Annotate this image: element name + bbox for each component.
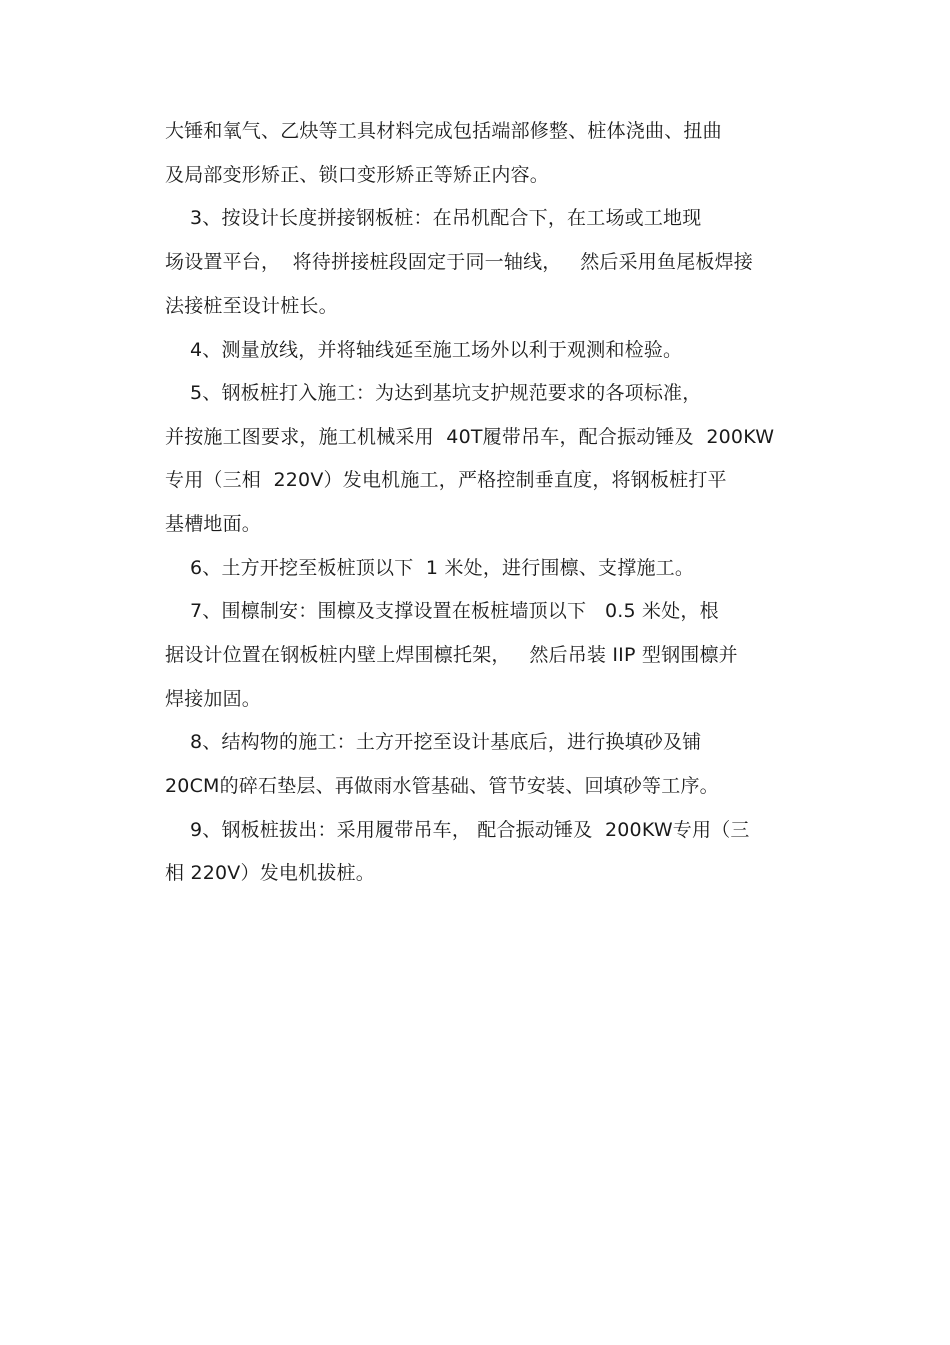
text-line: 8、结构物的施工：土方开挖至设计基底后，进行换填砂及铺 — [165, 731, 702, 753]
text-line: 据设计位置在钢板桩内壁上焊围檩托架， 然后吊装 IIP 型钢围檩并 — [165, 644, 738, 666]
text-line: 5、钢板桩打入施工：为达到基坑支护规范要求的各项标准， — [165, 382, 702, 404]
text-line: 场设置平台， 将待拼接桩段固定于同一轴线， 然后采用鱼尾板焊接 — [165, 251, 753, 273]
text-line: 7、围檩制安：围檩及支撑设置在板桩墙顶以下 0.5 米处，根 — [165, 600, 719, 622]
text-line: 20CM的碎石垫层、再做雨水管基础、管节安装、回填砂等工序。 — [165, 775, 719, 797]
text-line: 专用（三相 220V）发电机施工，严格控制垂直度，将钢板桩打平 — [165, 469, 727, 491]
text-line: 相 220V）发电机拔桩。 — [165, 862, 375, 884]
text-line: 6、土方开挖至板桩顶以下 1 米处，进行围檩、支撑施工。 — [165, 557, 695, 579]
text-line: 焊接加固。 — [165, 688, 262, 710]
text-line: 3、按设计长度拼接钢板桩：在吊机配合下，在工场或工地现 — [165, 207, 702, 229]
text-line: 法接桩至设计桩长。 — [165, 295, 338, 317]
text-line: 及局部变形矫正、锁口变形矫正等矫正内容。 — [165, 164, 550, 186]
text-line: 并按施工图要求，施工机械采用 40T履带吊车，配合振动锤及 200KW — [165, 426, 775, 448]
text-line: 9、钢板桩拔出：采用履带吊车， 配合振动锤及 200KW专用（三 — [165, 819, 750, 841]
text-line: 大锤和氧气、乙炔等工具材料完成包括端部修整、桩体浇曲、扭曲 — [165, 120, 722, 142]
text-line: 4、测量放线，并将轴线延至施工场外以利于观测和检验。 — [165, 339, 683, 361]
text-line: 基槽地面。 — [165, 513, 262, 535]
